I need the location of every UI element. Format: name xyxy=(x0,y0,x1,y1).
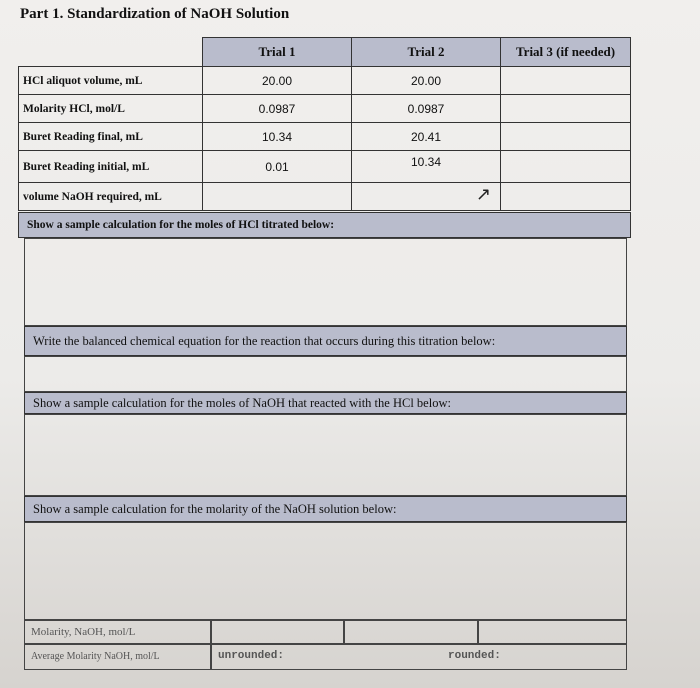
moles-hcl-prompt: Show a sample calculation for the moles of HCl titrated below: xyxy=(18,212,631,238)
moles-hcl-answer-area[interactable] xyxy=(24,238,627,326)
moles-naoh-answer-area[interactable] xyxy=(24,414,627,496)
average-molarity-label: Average Molarity NaOH, mol/L xyxy=(24,644,211,670)
average-molarity-cell[interactable] xyxy=(211,644,627,670)
cell-trial-3[interactable] xyxy=(501,183,631,211)
header-trial-3: Trial 3 (if needed) xyxy=(501,38,631,67)
data-table xyxy=(18,37,631,211)
cell-trial-3[interactable] xyxy=(501,95,631,123)
table-row xyxy=(19,67,631,95)
header-trial-2: Trial 2 xyxy=(352,38,501,67)
equation-answer-area[interactable] xyxy=(24,356,627,392)
equation-prompt: Write the balanced chemical equation for the reaction that occurs during this titration below: xyxy=(24,326,627,356)
cell-trial-2[interactable]: 0.0987 xyxy=(352,95,501,123)
table-header-row xyxy=(19,38,631,67)
header-trial-1: Trial 1 xyxy=(203,38,352,67)
moles-naoh-prompt: Show a sample calculation for the moles of NaOH that reacted with the HCl below: xyxy=(24,392,627,414)
molarity-trial-2-cell[interactable] xyxy=(344,620,478,644)
unrounded-label: unrounded: xyxy=(218,650,285,662)
table-row xyxy=(19,183,631,211)
cell-trial-1[interactable]: 20.00 xyxy=(203,67,352,95)
table-row xyxy=(19,151,631,183)
molarity-trial-3-cell[interactable] xyxy=(478,620,627,644)
molarity-naoh-answer-area[interactable] xyxy=(24,522,627,620)
rounded-label: rounded: xyxy=(448,650,501,662)
row-label: Buret Reading final, mL xyxy=(19,123,203,151)
mouse-cursor-icon: ↗ xyxy=(476,184,492,205)
molarity-naoh-prompt: Show a sample calculation for the molarity of the NaOH solution below: xyxy=(24,496,627,522)
page-title: Part 1. Standardization of NaOH Solution xyxy=(20,6,290,22)
cell-trial-2[interactable]: 20.00 xyxy=(352,67,501,95)
row-label: Buret Reading initial, mL xyxy=(19,151,203,183)
table-row xyxy=(19,95,631,123)
cell-trial-1[interactable]: 10.34 xyxy=(203,123,352,151)
row-label: volume NaOH required, mL xyxy=(19,183,203,211)
row-label: Molarity HCl, mol/L xyxy=(19,95,203,123)
cell-trial-2[interactable]: 10.34 xyxy=(352,151,501,183)
molarity-naoh-label: Molarity, NaOH, mol/L xyxy=(24,620,211,644)
cell-trial-3[interactable] xyxy=(501,151,631,183)
cell-trial-3[interactable] xyxy=(501,123,631,151)
cell-trial-2[interactable]: 20.41 xyxy=(352,123,501,151)
table-row xyxy=(19,123,631,151)
cell-trial-1[interactable]: 0.01 xyxy=(203,151,352,183)
cell-trial-1[interactable]: 0.0987 xyxy=(203,95,352,123)
cell-trial-3[interactable] xyxy=(501,67,631,95)
molarity-trial-1-cell[interactable] xyxy=(211,620,344,644)
row-label: HCl aliquot volume, mL xyxy=(19,67,203,95)
cell-trial-1[interactable] xyxy=(203,183,352,211)
